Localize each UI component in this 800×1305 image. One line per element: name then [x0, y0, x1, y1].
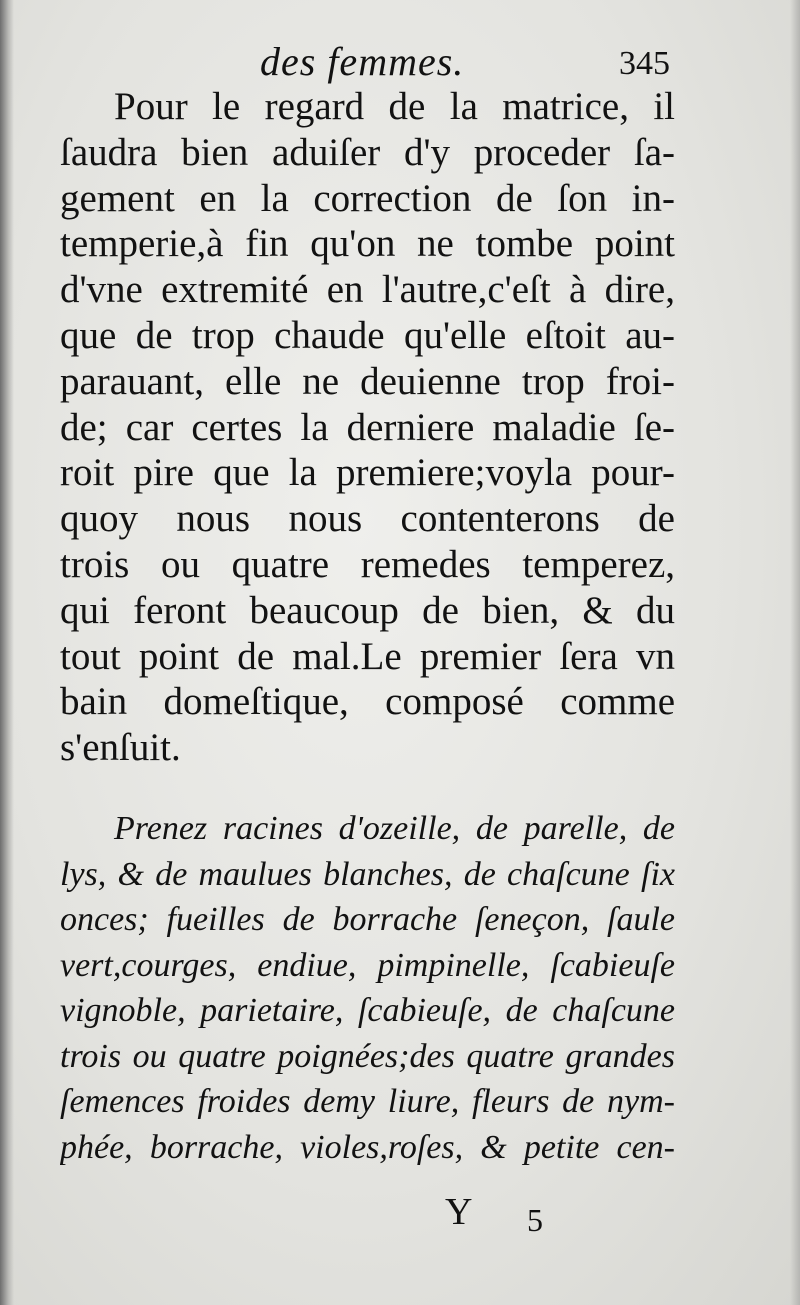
recipe-line: vert,courges, endiue, pimpinelle, ſcabieuſe	[60, 946, 675, 984]
page-edge-shadow	[790, 0, 800, 1305]
text-line: bain domeſtique, composé comme	[60, 680, 675, 724]
recipe-line: ſemences froides demy liure, fleurs de nym-	[60, 1083, 675, 1120]
text-line: s'enſuit.	[60, 726, 181, 770]
recipe-line: Prenez racines d'ozeille, de parelle, de	[114, 810, 675, 847]
text-line: trois ou quatre remedes temperez,	[60, 542, 675, 586]
text-line: parauant, elle ne deuienne trop froi-	[60, 359, 675, 403]
main-paragraph	[60, 84, 675, 771]
text-line: d'vne extremité en l'autre,c'eſt à dire,	[60, 268, 675, 312]
text-line: roit pire que la premiere;voyla pour-	[60, 451, 675, 495]
text-line: de; car certes la derniere maladie ſe-	[60, 405, 675, 449]
signature-number: 5	[527, 1202, 543, 1238]
running-head: des femmes.	[260, 39, 465, 84]
recipe-line: phée, borrache, violes,roſes, & petite cen-	[60, 1128, 675, 1166]
page-header	[60, 38, 670, 86]
text-line: temperie,à fin qu'on ne tombe point	[60, 222, 675, 266]
text-line: qui feront beaucoup de bien, & du	[60, 588, 675, 632]
text-line: que de trop chaude qu'elle eſtoit au-	[60, 313, 675, 357]
recipe-line: trois ou quatre poignées;des quatre grandes	[60, 1037, 675, 1075]
page-number: 345	[619, 45, 670, 82]
text-line: Pour le regard de la matrice, il	[114, 85, 675, 128]
page-gutter-shadow	[0, 0, 14, 1305]
signature-letter: Y	[445, 1191, 473, 1233]
signature-mark	[445, 1188, 565, 1236]
recipe-line: vignoble, parietaire, ſcabieuſe, de chaſcune	[60, 992, 675, 1029]
text-line: quoy nous nous contenterons de	[60, 497, 675, 541]
recipe-line: lys, & de maulues blanches, de chaſcune ſix	[60, 855, 675, 893]
text-line: gement en la correction de ſon in-	[60, 176, 675, 220]
recipe-line: onces; fueilles de borrache ſeneçon, ſaule	[60, 901, 675, 938]
text-line: tout point de mal.Le premier ſera vn	[60, 634, 675, 678]
text-line: ſaudra bien aduiſer d'y proceder ſa-	[60, 130, 675, 174]
recipe-paragraph	[60, 806, 675, 1170]
